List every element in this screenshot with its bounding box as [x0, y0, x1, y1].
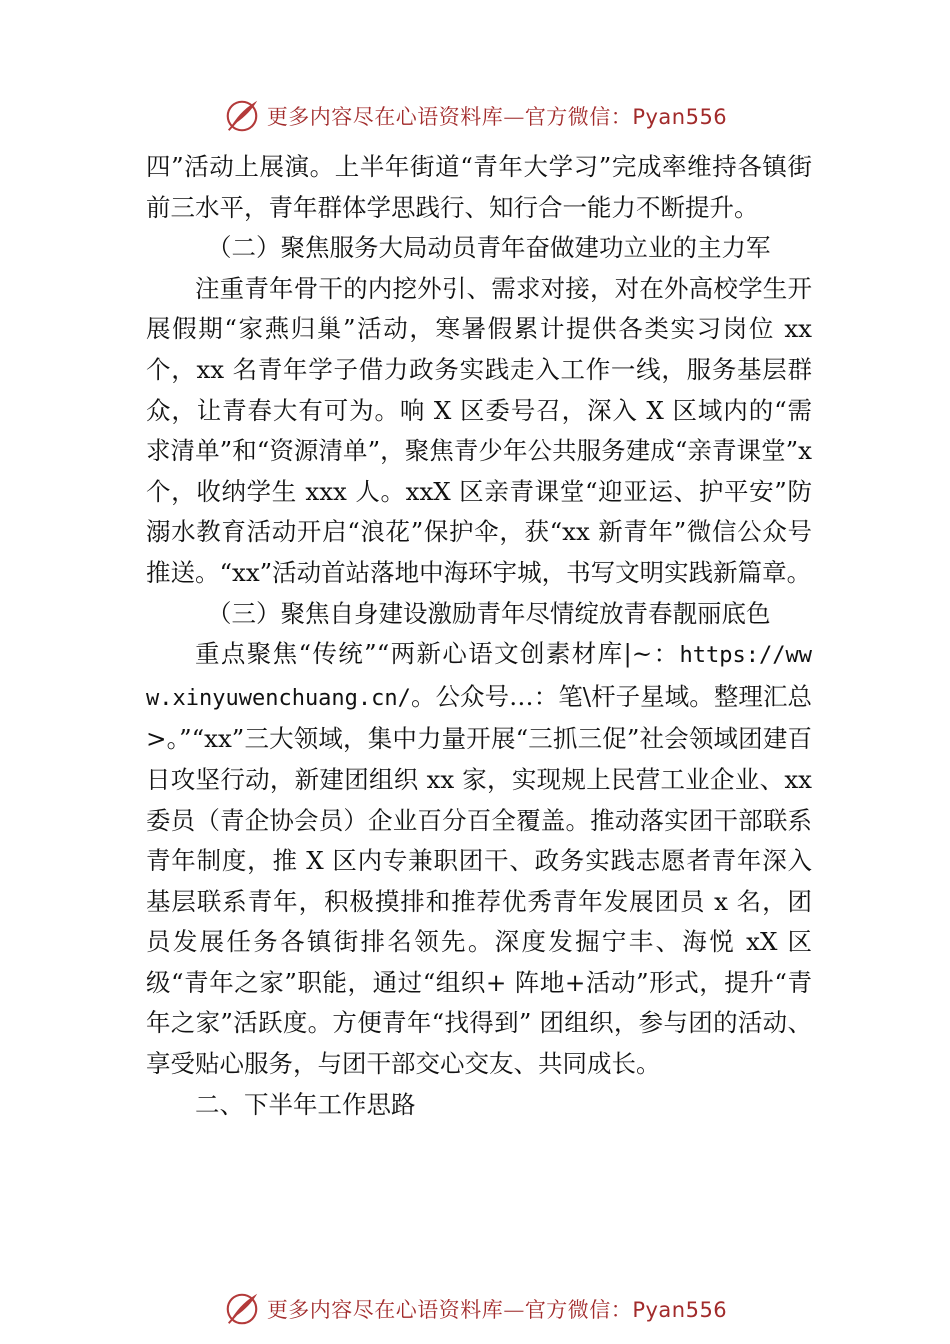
header-banner-handle: Pyan556: [632, 105, 728, 129]
footer-banner-separator: —: [503, 1298, 525, 1322]
quill-logo-icon: [223, 97, 261, 135]
paragraph-3-rest: 。公众号…：笔\杆子星域。整理汇总>。”“xx”三大领域，集中力量开展“三抓三促”社会领域团建百日攻坚行动，新建团组织 xx 家，实现规上民营工业企业、xx 委员（青企协会员）企业百分百全覆盖。推动落实团干部联系青年制度，推 X 区内专兼职团干、政务实践志愿者青年深入基层联系青年，积极摸排和推荐优秀青年发展团员 x 名，团员发展任务各镇街排名领先。深度发掘宁丰、海悦 xX 区级“青年之家”职能，通过“组织+ 阵地+活动”形式，提升“青年之家”活跃度。方便青年“找得到” 团组织，参与团的活动、享受贴心服务，与团干部交心交友、共同成长。: [146, 681, 812, 1079]
header-banner-text: [267, 101, 727, 131]
footer-banner-label: 官方微信：: [524, 1298, 633, 1322]
paragraph-3-url: https://www.xinyuwenchuang.cn/: [146, 643, 812, 711]
section-heading-3: （三）聚焦自身建设激励青年尽情绽放青春靓丽底色: [207, 598, 771, 628]
paragraph-3-intro: 重点聚焦“传统”“两新心语文创素材库|~：: [195, 639, 680, 669]
footer-banner: [0, 1289, 950, 1329]
paragraph-2: 注重青年骨干的内挖外引、需求对接，对在外高校学生开展假期“家燕归巢”活动，寒暑假累计提供各类实习岗位 xx 个，xx 名青年学子借力政务实践走入工作一线，服务基层群众，让青春大有可为。响 X 区委号召，深入 X 区域内的“需求清单”和“资源清单”，聚焦青少年公共服务建成“亲青课堂”x 个，收纳学生 xxx 人。xxX 区亲青课堂“迎亚运、护平安”防溺水教育活动开启“浪花”保护伞，获“xx 新青年”微信公众号推送。“xx”活动首站落地中海环宇城，书写文明实践新篇章。: [146, 273, 812, 587]
section-heading-2: （二）聚焦服务大局动员青年奋做建功立业的主力军: [207, 233, 771, 263]
header-banner-title: 更多内容尽在心语资料库: [266, 105, 504, 129]
footer-banner-text: [267, 1294, 727, 1324]
header-banner-label: 官方微信：: [524, 105, 633, 129]
paragraph-1: 四”活动上展演。上半年街道“青年大学习”完成率维持各镇街前三水平，青年群体学思践行、知行合一能力不断提升。: [146, 152, 812, 222]
quill-logo-icon: [223, 1290, 261, 1328]
footer-banner-title: 更多内容尽在心语资料库: [266, 1298, 504, 1322]
header-banner: [0, 96, 950, 136]
footer-banner-handle: Pyan556: [632, 1298, 728, 1322]
paragraph-3: [146, 634, 812, 1085]
section-heading-4: 二、下半年工作思路: [195, 1089, 416, 1119]
document-body: [146, 147, 812, 1125]
header-banner-separator: —: [503, 105, 525, 129]
